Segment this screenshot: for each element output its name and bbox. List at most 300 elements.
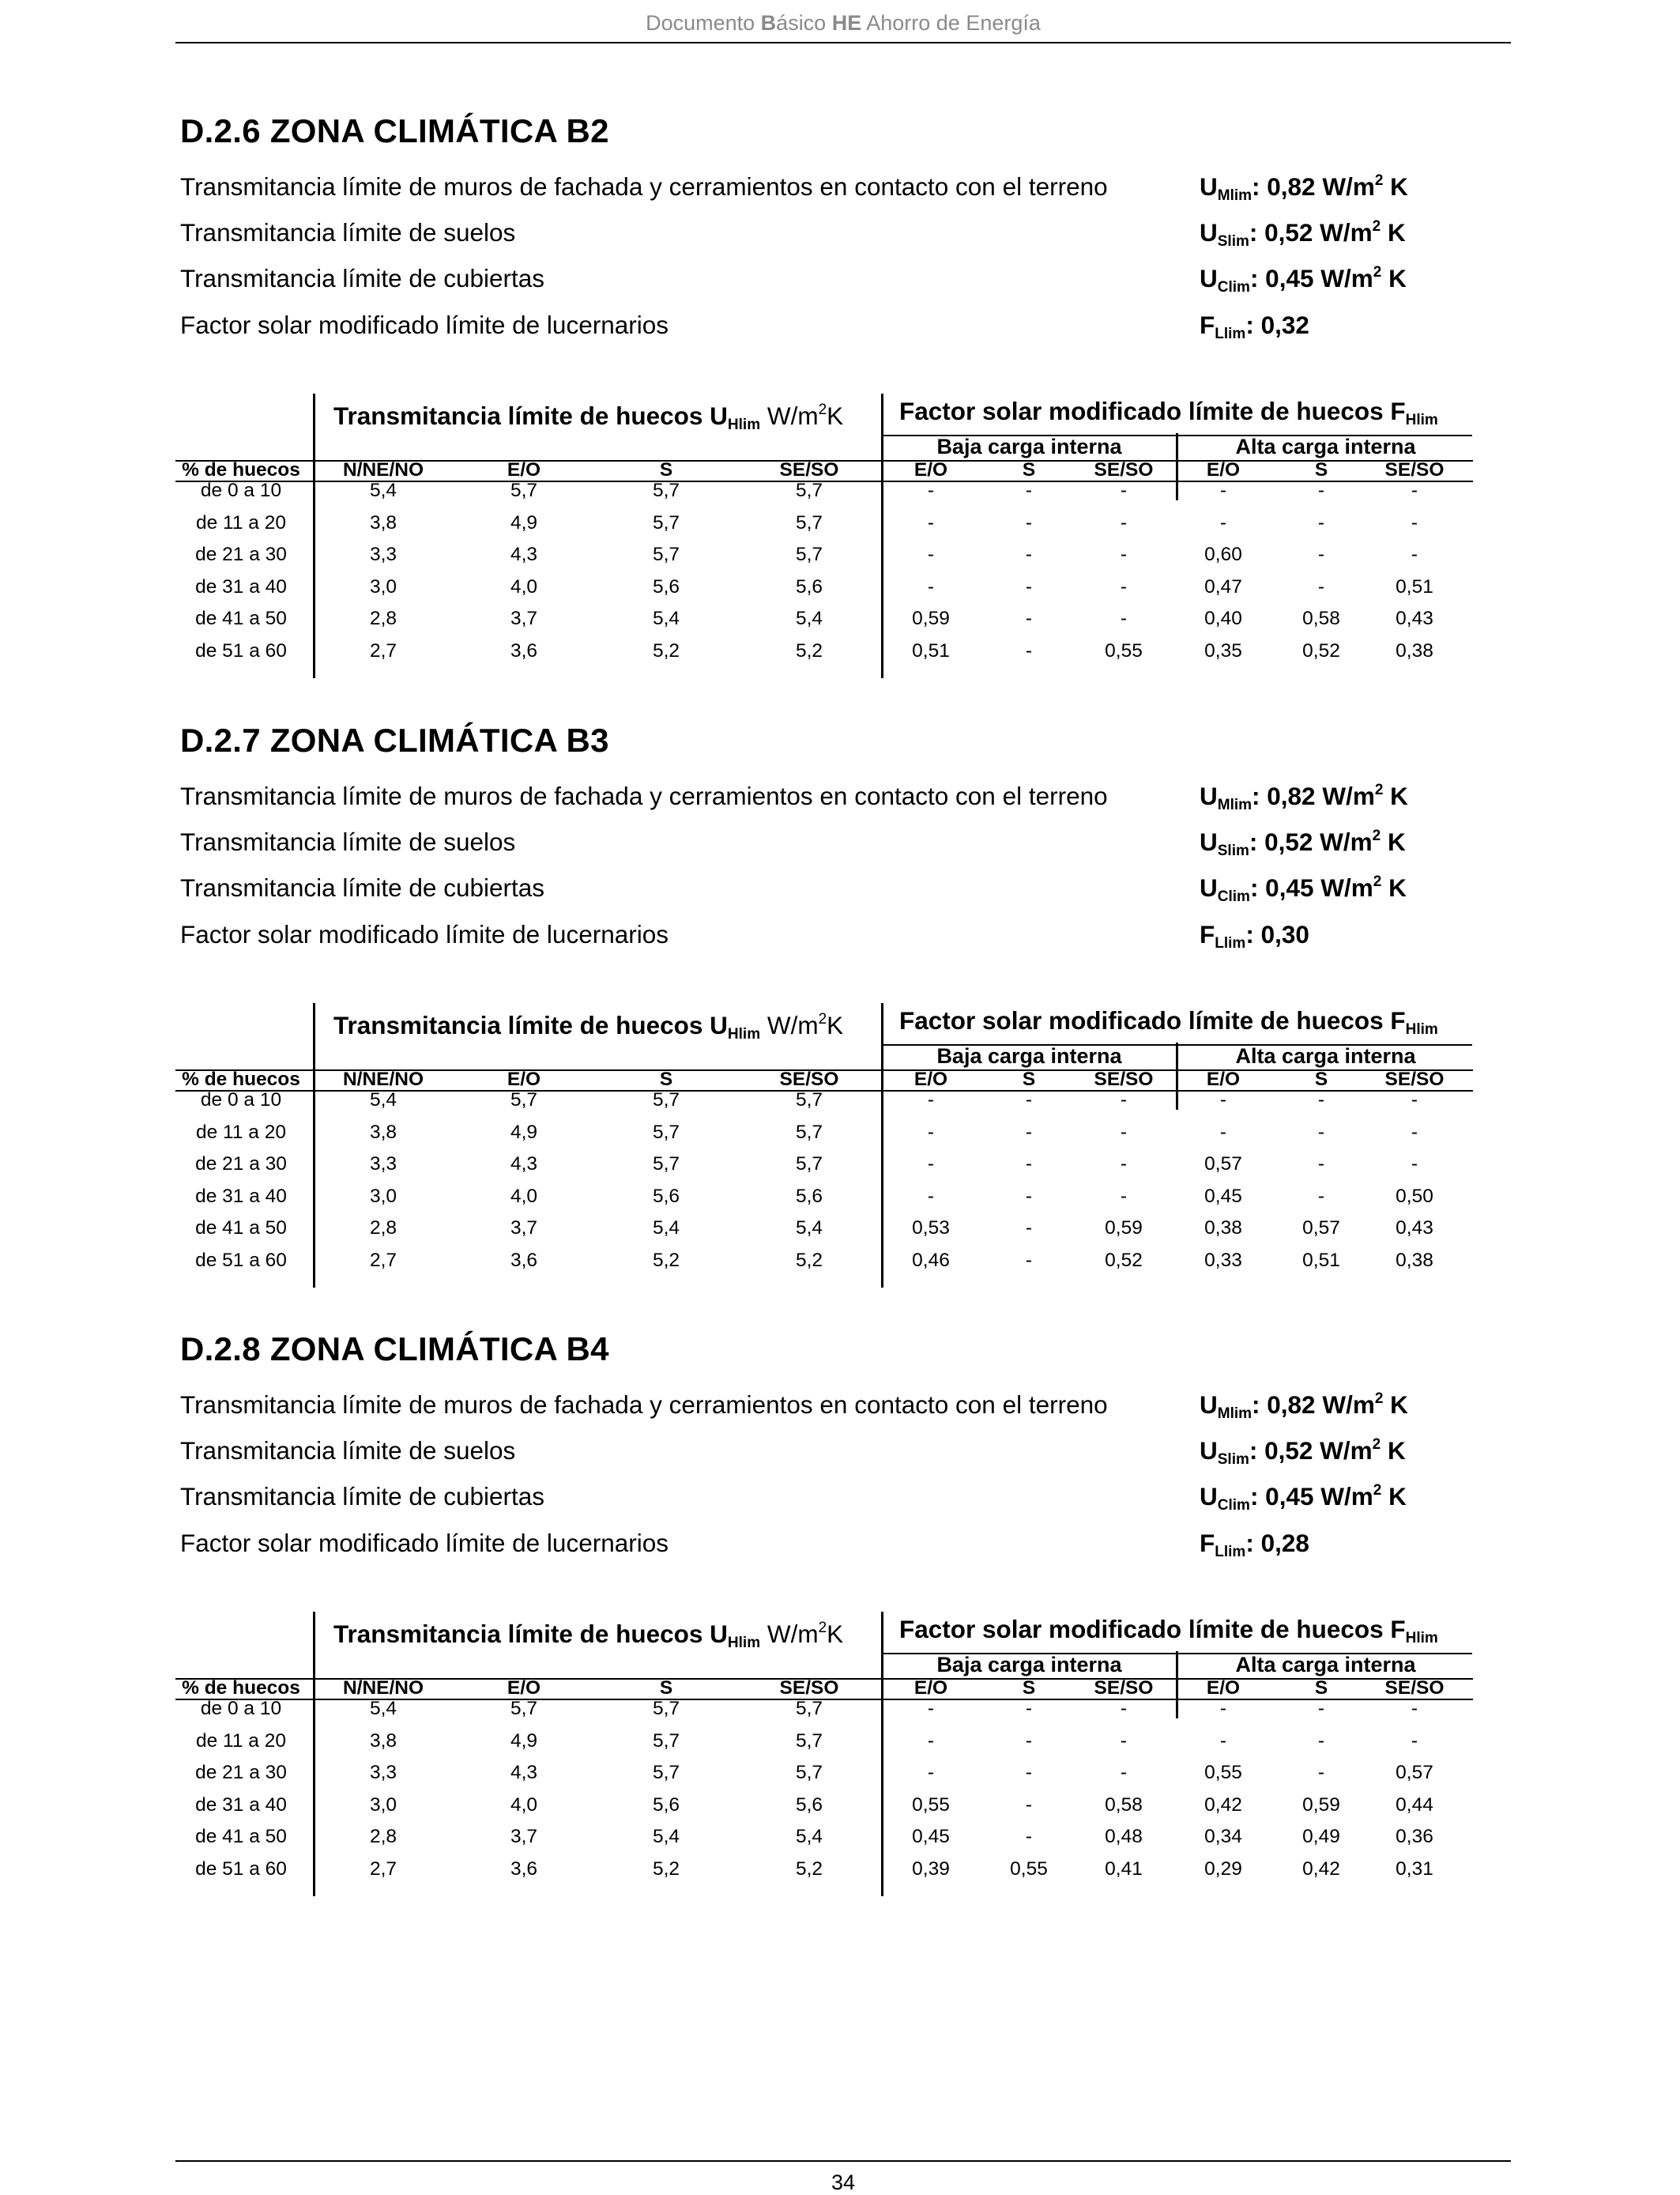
limit-unit-end: K: [1383, 172, 1408, 201]
table-cell: 4,3: [510, 544, 538, 565]
limit-row-walls: [180, 1390, 1524, 1430]
limit-row-floors: [180, 218, 1524, 258]
column-header: E/O: [913, 1677, 948, 1699]
table-cell: -: [1411, 1153, 1418, 1175]
table-cell: -: [1120, 1762, 1128, 1783]
table-cell: 4,9: [510, 511, 538, 534]
table-cell: 0,40: [1204, 608, 1242, 629]
limit-number: 0,28: [1260, 1529, 1309, 1557]
table-cell: 4,0: [510, 1185, 538, 1207]
limit-unit-exponent: 2: [1373, 873, 1382, 890]
table-cell: -: [1411, 1121, 1418, 1143]
table-cell: 0,53: [912, 1217, 950, 1239]
table-cell: 5,4: [795, 1217, 823, 1239]
table-cell: -: [1317, 544, 1325, 565]
table-cell: -: [1025, 639, 1033, 662]
limit-number: 0,32: [1260, 311, 1309, 339]
u-header-title: Transmitancia límite de huecos U: [333, 1620, 728, 1648]
table-cell: -: [1025, 1729, 1033, 1752]
u-header-unit-end: K: [827, 1620, 844, 1648]
table-cell: 5,7: [510, 480, 538, 501]
table-cell: -: [1120, 1185, 1128, 1207]
limit-row-walls: [180, 782, 1524, 821]
u-header-subscript: Hlim: [727, 1026, 761, 1043]
table-cell: -: [927, 480, 935, 501]
limit-unit-end: K: [1381, 873, 1407, 902]
f-header-subscript: Hlim: [1405, 1021, 1438, 1038]
table-cell: 5,7: [795, 1729, 823, 1752]
limit-unit-exponent: 2: [1373, 1482, 1382, 1499]
limit-symbol-subscript: Slim: [1217, 233, 1249, 250]
table-cell: -: [1219, 511, 1227, 534]
limit-value: [1200, 264, 1407, 296]
table-cell: 3,6: [510, 1249, 538, 1271]
limit-symbol: U: [1200, 264, 1218, 292]
table-cell: -: [1219, 1729, 1227, 1752]
table-cell: 0,51: [1396, 575, 1433, 598]
limit-number: : 0,52 W/m: [1249, 1436, 1373, 1465]
table-cell: 4,9: [510, 1121, 538, 1143]
table-cell: 0,38: [1396, 639, 1433, 662]
table-cell: 3,3: [369, 544, 397, 565]
table-cell: -: [1025, 1121, 1033, 1143]
limit-row-floors: [180, 828, 1524, 867]
limit-row-skylights: [180, 920, 1524, 960]
table-cell: 5,2: [652, 1857, 680, 1880]
table-cell: -: [927, 1089, 935, 1111]
u-header: [333, 1620, 843, 1652]
limit-value: [1200, 828, 1406, 860]
table-cell: 0,58: [1105, 1793, 1143, 1816]
table-cell: 0,45: [912, 1826, 950, 1847]
column-header: S: [1022, 1677, 1036, 1699]
limit-symbol-subscript: Clim: [1217, 1497, 1250, 1514]
column-header: SE/SO: [1384, 1069, 1445, 1090]
table-cell: -: [1025, 511, 1033, 534]
row-label: de 51 a 60: [195, 1249, 287, 1271]
limit-value: [1200, 172, 1408, 205]
limit-label: Factor solar modificado límite de lucernarios: [180, 920, 669, 949]
table-cell: 0,31: [1396, 1857, 1433, 1880]
table-cell: -: [1025, 1089, 1033, 1111]
table-cell: 5,7: [652, 1089, 680, 1111]
table-cell: 5,6: [652, 1185, 680, 1207]
table-cell: 0,48: [1105, 1826, 1143, 1847]
table-cell: 5,2: [795, 1249, 823, 1271]
column-header: S: [1022, 459, 1036, 481]
table-cell: 0,57: [1302, 1217, 1340, 1239]
limit-unit-exponent: 2: [1374, 782, 1384, 798]
table-cell: -: [1025, 480, 1033, 501]
u-header-unit: W/m: [760, 1620, 819, 1648]
column-header: E/O: [1206, 1069, 1241, 1090]
table-cell: -: [1317, 480, 1325, 501]
f-header: [899, 1006, 1438, 1039]
column-header: E/O: [913, 1069, 948, 1090]
table-cell: 3,7: [510, 608, 538, 629]
table-cell: 0,55: [1105, 639, 1143, 662]
table-cell: -: [1317, 575, 1325, 598]
row-label: de 31 a 40: [195, 1793, 287, 1816]
window-limits-table: [0, 394, 1680, 710]
table-cell: -: [1411, 1089, 1418, 1111]
table-cell: 0,43: [1396, 608, 1433, 629]
row-label: de 11 a 20: [196, 1729, 286, 1752]
limit-label: Transmitancia límite de muros de fachada y cerramientos en contacto con el terreno: [180, 1390, 1108, 1419]
limit-symbol: U: [1200, 1390, 1218, 1419]
u-header-unit-exponent: 2: [818, 1011, 827, 1028]
limit-symbol: F: [1200, 920, 1215, 949]
table-cell: 3,8: [369, 1729, 397, 1752]
table-cell: -: [1317, 1698, 1325, 1719]
table-cell: -: [1025, 1153, 1033, 1175]
limit-unit-exponent: 2: [1374, 172, 1384, 189]
table-cell: -: [927, 1762, 935, 1783]
table-cell: -: [1317, 1729, 1325, 1752]
document-header: Documento Básico HE Ahorro de Energía: [646, 11, 1041, 35]
table-cell: -: [1025, 544, 1033, 565]
table-cell: 3,6: [510, 639, 538, 662]
column-header: S: [659, 1677, 673, 1699]
table-cell: 5,7: [795, 544, 823, 565]
row-label: de 21 a 30: [195, 1762, 287, 1783]
limit-number: : 0,45 W/m: [1249, 264, 1373, 292]
page-number: 34: [831, 2170, 856, 2194]
f-header: [899, 1615, 1438, 1647]
table-cell: 0,38: [1204, 1217, 1242, 1239]
table-cell: 5,7: [795, 511, 823, 534]
table-cell: -: [1025, 1185, 1033, 1207]
table-cell: 0,42: [1302, 1857, 1340, 1880]
row-label: de 0 a 10: [200, 480, 282, 501]
limit-unit-exponent: 2: [1372, 828, 1381, 844]
u-header-subscript: Hlim: [727, 417, 761, 433]
table-cell: -: [1219, 1121, 1227, 1143]
table-vertical-rule: [313, 1612, 315, 1896]
f-header-subscript: Hlim: [1405, 1630, 1438, 1646]
column-header: SE/SO: [779, 1069, 839, 1090]
table-cell: -: [1317, 1089, 1325, 1111]
column-header: E/O: [1206, 1677, 1241, 1699]
table-cell: 0,41: [1105, 1857, 1143, 1880]
table-cell: 5,7: [795, 1121, 823, 1143]
table-cell: 0,59: [912, 608, 950, 629]
row-label: de 51 a 60: [195, 1857, 287, 1880]
limit-value: [1200, 873, 1407, 906]
table-cell: -: [927, 1153, 935, 1175]
table-cell: 5,7: [510, 1089, 538, 1111]
footer-rule: [175, 2160, 1511, 2162]
limit-value: [1200, 311, 1309, 343]
table-cell: -: [927, 511, 935, 534]
table-cell: 3,3: [369, 1762, 397, 1783]
limit-symbol-subscript: Llim: [1215, 326, 1246, 342]
limit-separator: :: [1245, 311, 1261, 339]
table-cell: -: [1025, 575, 1033, 598]
table-cell: -: [1317, 1153, 1325, 1175]
table-cell: -: [1120, 1153, 1128, 1175]
table-cell: -: [1120, 544, 1128, 565]
table-cell: 0,42: [1204, 1793, 1242, 1816]
table-cell: -: [1411, 1698, 1418, 1719]
table-cell: 5,7: [795, 1089, 823, 1111]
f-header-title: Factor solar modificado límite de huecos F: [899, 1615, 1406, 1643]
limit-symbol: U: [1200, 828, 1218, 856]
table-cell: 5,6: [652, 575, 680, 598]
table-cell: 5,4: [652, 608, 680, 629]
table-cell: 0,29: [1204, 1857, 1242, 1880]
limit-symbol: U: [1200, 172, 1218, 201]
table-cell: 3,8: [369, 511, 397, 534]
table-cell: -: [1025, 1249, 1033, 1271]
limit-number: : 0,82 W/m: [1252, 782, 1375, 810]
table-cell: 5,2: [795, 1857, 823, 1880]
limit-row-skylights: [180, 311, 1524, 350]
limit-unit-end: K: [1381, 264, 1407, 292]
zone-section: [0, 112, 1680, 689]
limit-unit-exponent: 2: [1372, 218, 1381, 235]
table-cell: 0,34: [1204, 1826, 1242, 1847]
limit-number: : 0,82 W/m: [1252, 172, 1375, 201]
table-cell: 5,4: [369, 1698, 397, 1719]
high-load-header: Alta carga interna: [1235, 435, 1416, 458]
table-cell: 5,7: [510, 1698, 538, 1719]
table-cell: 5,7: [795, 1153, 823, 1175]
limit-symbol-subscript: Mlim: [1217, 187, 1252, 204]
column-header: E/O: [913, 459, 948, 481]
table-cell: 3,8: [369, 1121, 397, 1143]
f-header-title: Factor solar modificado límite de huecos F: [899, 1006, 1406, 1035]
table-cell: -: [1025, 1217, 1033, 1239]
f-header-subscript: Hlim: [1405, 412, 1438, 428]
zone-section: [0, 1330, 1680, 1907]
limit-number: : 0,45 W/m: [1249, 873, 1373, 902]
limit-number: 0,30: [1260, 920, 1309, 949]
table-cell: 2,7: [369, 1249, 397, 1271]
u-header: [333, 1011, 843, 1043]
window-limits-table: [0, 1612, 1680, 1928]
limit-symbol-subscript: Slim: [1217, 1451, 1249, 1468]
limit-symbol-subscript: Llim: [1215, 935, 1246, 952]
limit-symbol: U: [1200, 1482, 1218, 1510]
table-cell: -: [1219, 1698, 1227, 1719]
limit-unit-end: K: [1381, 828, 1406, 856]
limit-symbol-subscript: Mlim: [1217, 1405, 1252, 1422]
table-cell: -: [927, 1729, 935, 1752]
table-cell: 5,7: [652, 1121, 680, 1143]
column-header: % de huecos: [182, 459, 300, 481]
table-cell: 0,52: [1302, 639, 1340, 662]
table-cell: 5,4: [795, 1826, 823, 1847]
column-header: N/NE/NO: [342, 1069, 424, 1090]
table-cell: -: [1120, 1698, 1128, 1719]
table-cell: 0,60: [1204, 544, 1242, 565]
table-cell: 5,4: [369, 1089, 397, 1111]
window-limits-table: [0, 1003, 1680, 1319]
limit-label: Factor solar modificado límite de lucernarios: [180, 1529, 669, 1557]
high-load-header: Alta carga interna: [1235, 1653, 1416, 1676]
u-header-title: Transmitancia límite de huecos U: [333, 402, 728, 430]
table-cell: 3,3: [369, 1153, 397, 1175]
table-cell: 2,7: [369, 1857, 397, 1880]
table-vertical-rule: [313, 1003, 315, 1288]
section-title: D.2.8 ZONA CLIMÁTICA B4: [180, 1330, 609, 1367]
limit-number: : 0,52 W/m: [1249, 828, 1373, 856]
table-cell: 5,2: [652, 639, 680, 662]
row-label: de 31 a 40: [195, 1185, 287, 1207]
table-cell: 0,38: [1396, 1249, 1433, 1271]
u-header-unit-exponent: 2: [818, 402, 827, 418]
table-cell: -: [927, 1698, 935, 1719]
u-header: [333, 402, 843, 434]
table-cell: -: [1025, 1698, 1033, 1719]
table-cell: 0,57: [1396, 1762, 1433, 1783]
limit-row-roofs: [180, 1482, 1524, 1522]
table-cell: 0,59: [1302, 1793, 1340, 1816]
table-cell: 0,49: [1302, 1826, 1340, 1847]
column-header: SE/SO: [779, 1677, 839, 1699]
u-header-subscript: Hlim: [727, 1635, 761, 1651]
table-cell: 0,57: [1204, 1153, 1242, 1175]
table-cell: 3,7: [510, 1217, 538, 1239]
column-header: S: [659, 1069, 673, 1090]
table-cell: -: [927, 1121, 935, 1143]
table-cell: -: [1120, 511, 1128, 534]
limit-unit-exponent: 2: [1373, 264, 1382, 281]
f-header-title: Factor solar modificado límite de huecos F: [899, 397, 1406, 425]
section-title: D.2.6 ZONA CLIMÁTICA B2: [180, 112, 609, 149]
table-cell: 0,43: [1396, 1217, 1433, 1239]
column-header: S: [1314, 1069, 1328, 1090]
column-header: S: [1314, 459, 1328, 481]
row-label: de 11 a 20: [196, 511, 286, 534]
limit-value: [1200, 1482, 1407, 1514]
table-cell: 0,51: [1302, 1249, 1340, 1271]
limit-label: Transmitancia límite de suelos: [180, 218, 516, 247]
table-cell: 3,7: [510, 1826, 538, 1847]
table-cell: -: [1317, 1762, 1325, 1783]
row-label: de 0 a 10: [200, 1089, 282, 1111]
column-header: SE/SO: [1094, 459, 1154, 481]
limit-value: [1200, 920, 1309, 952]
limit-row-roofs: [180, 264, 1524, 304]
table-cell: 5,6: [795, 575, 823, 598]
table-cell: 5,4: [795, 608, 823, 629]
table-cell: 5,7: [652, 1153, 680, 1175]
table-cell: 5,7: [652, 511, 680, 534]
column-header: E/O: [507, 459, 541, 481]
table-cell: -: [1025, 608, 1033, 629]
limit-symbol: F: [1200, 1529, 1215, 1557]
table-cell: -: [1411, 480, 1418, 501]
u-header-unit-exponent: 2: [818, 1620, 827, 1636]
table-cell: 5,6: [795, 1185, 823, 1207]
zone-section: [0, 722, 1680, 1299]
table-cell: 0,35: [1204, 639, 1242, 662]
u-header-unit: W/m: [760, 1011, 819, 1039]
limit-unit-end: K: [1383, 782, 1408, 810]
column-header: N/NE/NO: [342, 459, 424, 481]
limit-row-roofs: [180, 873, 1524, 913]
table-cell: -: [1120, 480, 1128, 501]
table-cell: -: [1120, 575, 1128, 598]
table-cell: 5,7: [652, 1729, 680, 1752]
limit-label: Factor solar modificado límite de lucernarios: [180, 311, 669, 339]
limit-symbol: U: [1200, 1436, 1218, 1465]
low-load-header: Baja carga interna: [936, 435, 1122, 458]
limit-label: Transmitancia límite de suelos: [180, 828, 516, 856]
table-cell: -: [1120, 1121, 1128, 1143]
table-cell: 0,55: [912, 1793, 950, 1816]
column-header: E/O: [507, 1677, 541, 1699]
table-cell: 0,51: [912, 639, 950, 662]
table-cell: 0,46: [912, 1249, 950, 1271]
row-label: de 31 a 40: [195, 575, 287, 598]
table-cell: -: [1120, 1729, 1128, 1752]
table-cell: -: [1317, 1121, 1325, 1143]
limit-unit-end: K: [1381, 1436, 1406, 1465]
low-load-header: Baja carga interna: [936, 1653, 1122, 1676]
limit-label: Transmitancia límite de muros de fachada y cerramientos en contacto con el terreno: [180, 782, 1108, 810]
table-cell: -: [1025, 1793, 1033, 1816]
table-cell: 2,8: [369, 1217, 397, 1239]
limit-label: Transmitancia límite de cubiertas: [180, 873, 545, 902]
table-cell: 0,55: [1010, 1857, 1048, 1880]
column-header: SE/SO: [1094, 1069, 1154, 1090]
limit-symbol-subscript: Slim: [1217, 843, 1249, 859]
table-cell: -: [1219, 1089, 1227, 1111]
u-header-unit-end: K: [827, 402, 844, 430]
table-cell: 5,7: [652, 480, 680, 501]
limit-label: Transmitancia límite de muros de fachada y cerramientos en contacto con el terreno: [180, 172, 1108, 201]
limit-symbol-subscript: Llim: [1215, 1544, 1246, 1560]
table-cell: 3,6: [510, 1857, 538, 1880]
header-rule: [175, 42, 1511, 43]
limit-number: : 0,52 W/m: [1249, 218, 1373, 247]
table-cell: 0,50: [1396, 1185, 1433, 1207]
table-cell: 3,0: [369, 575, 397, 598]
table-cell: 5,4: [652, 1217, 680, 1239]
table-vertical-rule: [313, 394, 315, 678]
table-cell: 4,0: [510, 1793, 538, 1816]
u-header-title: Transmitancia límite de huecos U: [333, 1011, 728, 1039]
limit-unit-end: K: [1381, 218, 1406, 247]
column-header: SE/SO: [1094, 1677, 1154, 1699]
table-cell: 0,36: [1396, 1826, 1433, 1847]
table-cell: 5,7: [652, 1698, 680, 1719]
table-cell: 5,7: [652, 1762, 680, 1783]
table-cell: 5,6: [795, 1793, 823, 1816]
table-cell: 0,44: [1396, 1793, 1433, 1816]
table-cell: -: [1411, 544, 1418, 565]
table-cell: -: [1025, 1762, 1033, 1783]
table-cell: 0,33: [1204, 1249, 1242, 1271]
limit-row-floors: [180, 1436, 1524, 1476]
limit-symbol: U: [1200, 873, 1218, 902]
table-cell: 0,55: [1204, 1762, 1242, 1783]
column-header: S: [1022, 1069, 1036, 1090]
column-header: % de huecos: [182, 1069, 300, 1090]
table-cell: 0,59: [1105, 1217, 1143, 1239]
limit-number: : 0,45 W/m: [1249, 1482, 1373, 1510]
table-cell: 5,2: [795, 639, 823, 662]
limit-unit-exponent: 2: [1374, 1390, 1384, 1407]
table-cell: 5,4: [652, 1826, 680, 1847]
limit-separator: :: [1245, 920, 1261, 949]
table-cell: 3,0: [369, 1793, 397, 1816]
column-header: SE/SO: [779, 459, 839, 481]
limit-symbol: U: [1200, 218, 1218, 247]
